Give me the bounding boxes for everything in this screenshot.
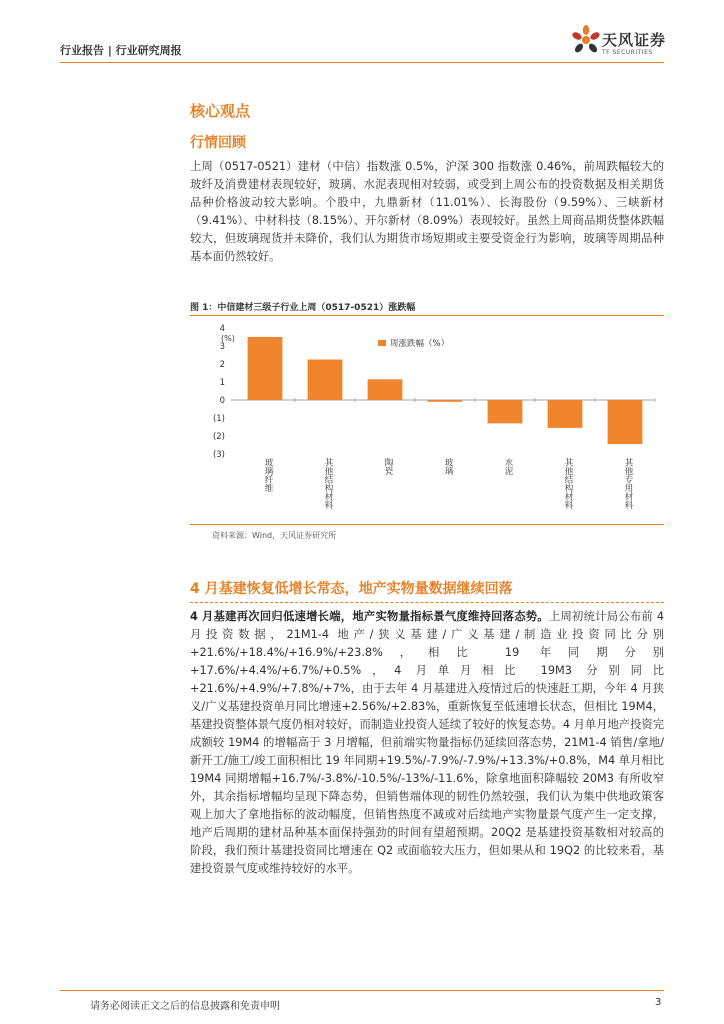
brand-cn: 天风证券 [602, 31, 667, 49]
y-tick-label: (3) [212, 450, 225, 460]
figure-rule-bottom [190, 524, 664, 525]
x-category-label: 陶瓷 [383, 458, 393, 475]
y-tick-label: (2) [212, 432, 225, 442]
x-category-label: 其他结构材料 [563, 458, 573, 509]
bar-7 [608, 400, 643, 444]
bar-5 [488, 400, 523, 423]
y-tick-label: (1) [212, 414, 225, 424]
y-tick-label: 4 [219, 324, 225, 334]
page-number: 3 [655, 997, 662, 1008]
bar-1 [248, 337, 283, 400]
section2-body: 上周初统计局公布前 4 月投资数据，21M1-4 地产/狭义基建/广义基建/制造业投资同比分别+21.6%/+18.4%/+16.9%/+23.8%，相比 19 年同期分别+17.6%/+4.4%/+6.7%/+0.5%，4 月单月相比 19M3 分别同比+21.6%/+4.9%/+7.8%/+7%，由于去年 4 月基建进入疫情过后的快速赶工期，今年 4 月狭义/广义基建投资单月同比增速+2.56%/+2.83%，重新恢复至低速增长状态，但相比 19M4，基建投资整体景气度仍相对较好，而制造业投资人延续了较好的恢复态势。4 月单月地产投资完成额较 19M4 的增幅高于 3 月增幅，但前端实物量指标仍延续回落态势，21M1-4 销售/拿地/新开工/施工/竣工面积相比 19 年同期+19.5%/-7.9%/-7.9%/+13.3%/+0.8%，M4 单月相比 19M4 同期增幅+16.7%/-3.8%/-10.5%/-13%/-11.6%，除拿地面积降幅较 20M3 有所收窄外，其余指标增幅均呈现下降态势，但销售端体现的韧性仍然较强，我们认为集中供地政策客观上加大了拿地指标的波动幅度，但销售热度不减或对后续地产实物量景气度产生一定支撑，地产后周期的建材品种基本面保持强劲的时间有望超预期。20Q2 是基建投资基数相对较高的阶段，我们预计基建投资同比增速在 Q2 或面临较大压力，但如果从和 19Q2 的比较来看，基建投资景气度或维持较好的水平。 [190, 610, 665, 875]
x-category-label: 其他专用材料 [623, 458, 633, 509]
core-paragraph: 上周（0517-0521）建材（中信）指数涨 0.5%，沪深 300 指数涨 0.46%，前周跌幅较大的玻纤及消费建材表现较好，玻璃、水泥表现相对较弱，或受到上周公布的投资数据及相关期货品种价格波动较大影响。个股中，九鼎新材（11.01%）、长海股份（9.59%）、三峡新材（9.41%）、中材科技（8.15%）、开尔新材（8.09%）表现较好。虽然上周商品期货整体跌幅较大，但玻璃现货并未降价，我们认为期货市场短期或主要受资金行为影响，玻璃等周期品种基本面仍然较好。 [190, 160, 664, 263]
header-left: 行业报告 | 行业研究周报 [60, 44, 182, 57]
y-tick-label: 1 [219, 378, 225, 388]
x-category-label: 水泥 [503, 458, 513, 475]
y-tick-label: 0 [219, 396, 225, 406]
y-tick-label: 2 [219, 360, 225, 370]
section2-title: 4 月基建恢复低增长常态，地产实物量数据继续回落 [190, 581, 513, 597]
bar-3 [368, 379, 403, 400]
brand-en: TF SECURITIES [602, 49, 653, 56]
section2-paragraph [190, 608, 664, 878]
legend-swatch [378, 340, 386, 346]
bar-chart [190, 316, 664, 522]
y-axis-label: (%) [221, 334, 235, 343]
bar-2 [308, 360, 343, 401]
section2-lead: 4 月基建再次回归低速增长端，地产实物量指标景气度维持回落态势。 [190, 610, 549, 623]
logo-flower-icon [572, 22, 600, 58]
x-category-label: 其他结构材料 [323, 458, 333, 509]
section-title-core: 核心观点 [190, 102, 251, 120]
x-category-label: 玻璃纤维 [263, 458, 273, 492]
figure-source: 资料来源：Wind，天风证券研究所 [212, 531, 337, 540]
x-category-label: 玻璃 [443, 458, 453, 475]
y-tick-label: 3 [219, 342, 225, 352]
subtitle-market-review: 行情回顾 [190, 135, 246, 151]
footer-disclaimer: 请务必阅读正文之后的信息披露和免责申明 [90, 1001, 280, 1012]
bar-4 [428, 400, 463, 402]
footer-rule [60, 990, 664, 991]
logo [572, 22, 682, 62]
section2-rule [190, 602, 664, 603]
bar-6 [548, 400, 583, 428]
header-rule [60, 62, 664, 63]
legend-label: 周涨跌幅（%） [390, 339, 450, 349]
figure-title: 图 1：中信建材三级子行业上周（0517-0521）涨跌幅 [190, 303, 416, 313]
